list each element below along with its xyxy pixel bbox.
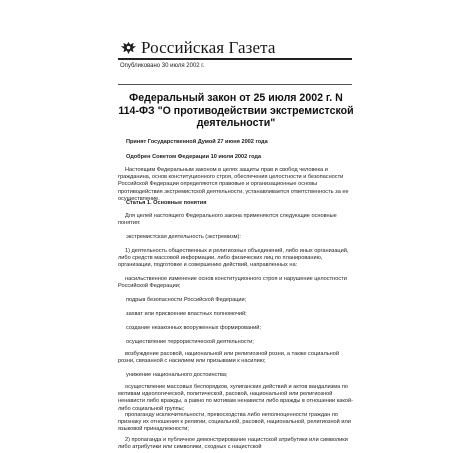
newspaper-logo: Российская Газета	[141, 38, 276, 57]
masthead	[120, 38, 276, 58]
approval-line: Одобрен Советом Федерации 10 июля 2002 года	[126, 154, 262, 160]
publication-date: Опубликовано 30 июля 2002 г.	[120, 63, 205, 69]
clause-line: создание незаконных вооруженных формирований;	[126, 325, 261, 331]
adoption-line: Принят Государственной Думой 27 июня 2002 года	[126, 139, 268, 145]
article-heading: Статья 1. Основные понятия	[126, 200, 207, 206]
document-title: Федеральный закон от 25 июля 2002 г. N 114-ФЗ "О противодействии экстремистской деятельности"	[118, 92, 354, 129]
clause-paragraph: пропаганду исключительности, превосходства либо неполноценности граждан по признаку их отношения к религии, социальной, расовой, национальной, религиозной или языковой принадлежности;	[118, 412, 351, 433]
clause-line: осуществление террористической деятельности;	[126, 339, 254, 345]
item-1-paragraph: 1) деятельность общественных и религиозных объединений, либо иных организаций, либо средств массовой информации, либо физических лиц по планированию, организации, подготовке и совершению действий, направленных на:	[118, 248, 349, 269]
clause-line: унижение национального достоинства;	[126, 372, 228, 378]
eagle-emblem-icon	[120, 40, 137, 56]
clause-paragraph: насильственное изменение основ конституционного строя и нарушение целостности Российской Федерации;	[118, 276, 347, 290]
clause-line: подрыв безопасности Российской Федерации;	[126, 297, 247, 303]
clause-paragraph: возбуждение расовой, национальной или религиозной розни, а также социальной розни, связанной с насилием или призывами к насилию;	[118, 351, 339, 365]
clause-paragraph: осуществление массовых беспорядков, хулиганских действий и актов вандализма по мотивам идеологической, политической, расовой, национальной или религиозной ненависти либо вражды, а равно по мотивам ненависти либо вражды в отношении какой-либо социальной группы;	[118, 384, 353, 412]
item-2-paragraph: 2) пропаганда и публичное демонстрирование нацистской атрибутики или символики либо атрибутики или символики, сходных с нацистской	[118, 437, 348, 451]
clause-line: захват или присвоение властных полномочий;	[126, 311, 247, 317]
masthead-rule	[118, 58, 352, 60]
header-divider	[118, 84, 352, 85]
purpose-paragraph: Для целей настоящего Федерального закона применяются следующие основные понятия:	[118, 213, 337, 227]
term-line: экстремистская деятельность (экстремизм):	[126, 234, 241, 240]
intro-paragraph: Настоящим Федеральным законом в целях защиты прав и свобод человека и гражданина, основ конституционного строя, обеспечения целостности и безопасности Российской Федерации определяются правовые и организационные основы противодействия экстремистской деятельности, устанавливается ответственность за ее осуществление.	[118, 167, 349, 202]
